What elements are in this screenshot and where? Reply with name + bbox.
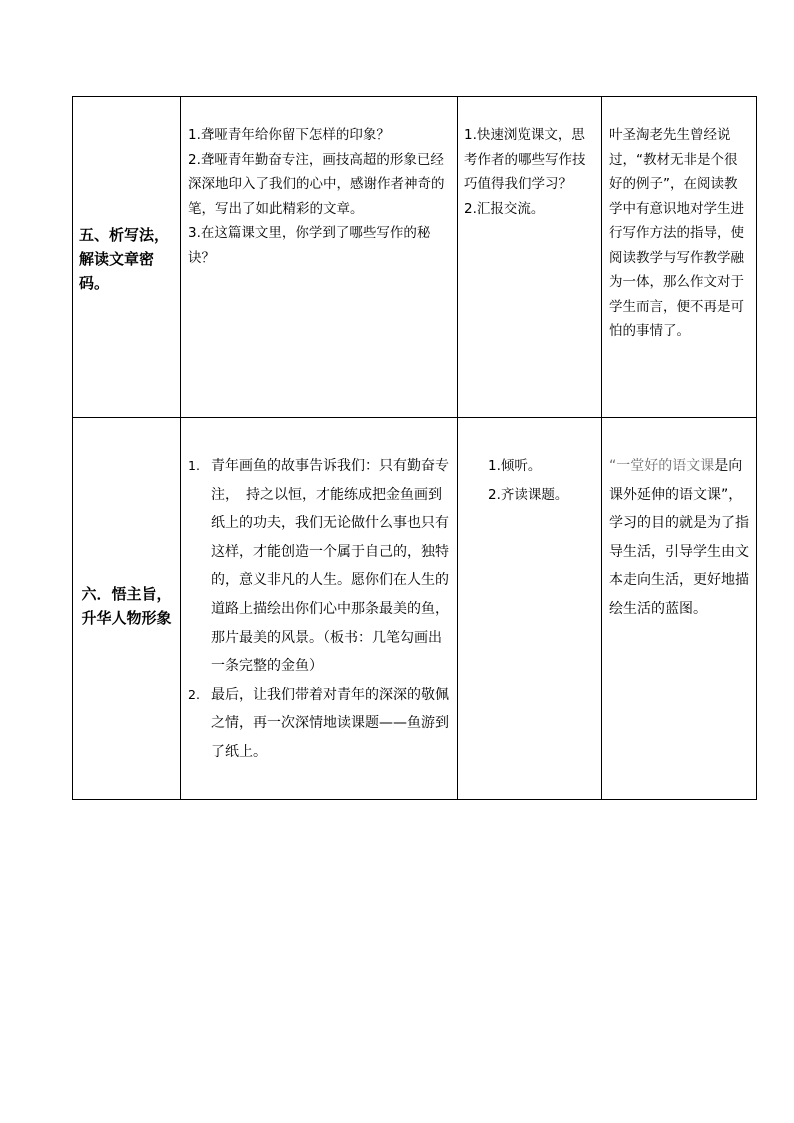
design-intent-cell [602,418,757,800]
teacher-step: 1.聋哑青年给你留下怎样的印象？ [188,127,390,143]
design-intent-text [602,97,756,344]
intent-quote: “一堂好的语文课 [609,458,715,474]
step-text: 最后，让我们带着对青年的深深的敬佩之情，再一次深情地读课题——鱼游到了纸上。 [211,686,449,760]
teacher-step [188,681,449,767]
teacher-step: 2.聋哑青年勤奋专注，画技高超的形象已经深深地印入了我们的心中，感谢作者神奇的笔，写出了如此精彩的文章。 [188,151,445,217]
step-number: 2. [188,686,200,702]
student-activity-cell [458,418,602,800]
design-intent-cell [602,97,757,418]
teacher-activity-cell [181,418,458,800]
stage-cell [73,97,181,418]
table-row [73,97,757,418]
step-text: 青年画鱼的故事告诉我们：只有勤奋专注， 持之以恒，才能练成把金鱼画到纸上的功夫，我们无论做什么事也只有这样，才能创造一个属于自己的，独特的，意义非凡的人生。愿你们在人生的道路上描绘出你们心中那条最美的鱼，那片最美的风景。（板书：几笔勾画出一条完整的金鱼） [211,458,449,675]
teacher-activity-cell [181,97,458,418]
intent-rest: 是向课外延伸的语文课”，学习的目的就是为了指导生活，引导学生由文本走向生活，更好地描绘生活的蓝图。 [609,458,749,617]
stage-title: 五、析写法，解读文章密码。 [79,226,170,292]
intent-rest: ，在阅读教学中有意识地对学生进行写作方法的指导，使阅读教学与写作教学融为一体，那么作文对于学生而言，便不再是可怕的事情了。 [609,176,744,339]
student-step: 1.快速浏览课文，思考作者的哪些写作技巧值得我们学习？ [464,127,586,192]
stage-title: 六．悟主旨，升华人物形象 [81,585,172,627]
student-step: 2.齐读课题。 [488,486,569,503]
table-row [73,418,757,800]
intent-quote: 叶圣淘老先生曾经说过，“教材无非是个很好的例子” [609,127,738,192]
lesson-plan-table [72,96,757,800]
student-activity-cell [458,97,602,418]
teacher-step [188,452,449,681]
stage-cell [73,418,181,800]
student-step: 2.汇报交流。 [464,200,545,217]
step-number: 1. [188,458,200,473]
design-intent-text [602,418,756,624]
student-step: 1.倾听。 [488,458,542,474]
teacher-step: 3.在这篇课文里，你学到了哪些写作的秘诀？ [188,225,431,266]
